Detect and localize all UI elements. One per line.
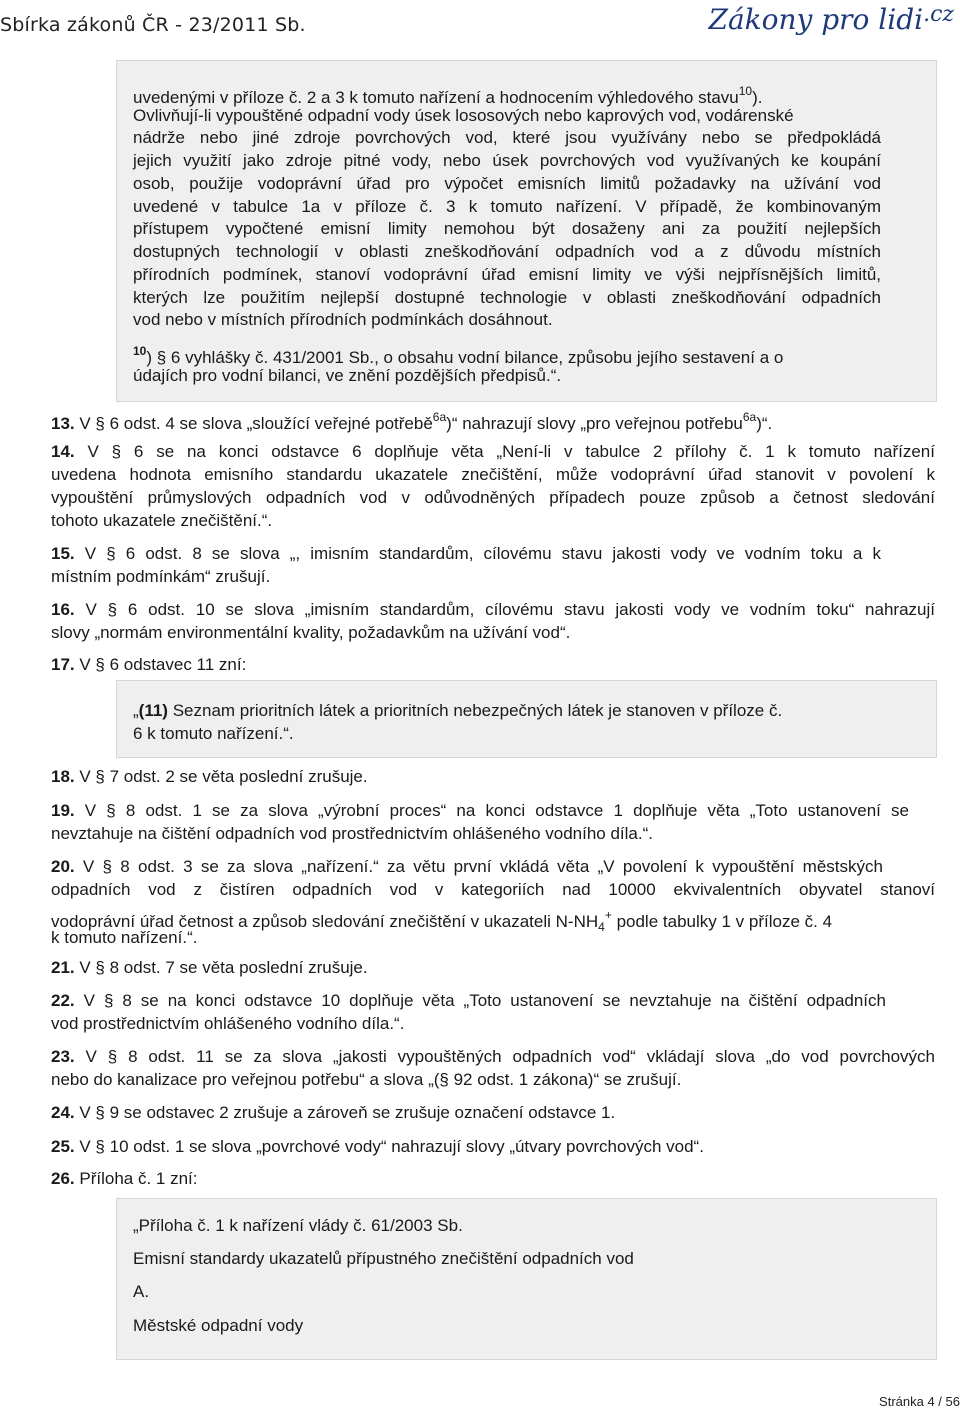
item-18: 18. V § 7 odst. 2 se věta poslední zrušuje. <box>51 767 368 786</box>
annex-title: „Příloha č. 1 k nařízení vlády č. 61/2003 Sb. <box>133 1216 463 1235</box>
item-16-line-2: slovy „normám environmentální kvality, požadavkům na užívání vod“. <box>51 623 571 642</box>
item-17: 17. V § 6 odstavec 11 zní: <box>51 655 247 674</box>
item-15-line-1: 15. V § 6 odst. 8 se slova „, imisním standardům, cílovému stavu jakosti vody ve vodním toku a k <box>51 544 881 563</box>
item-14-line-1: 14. V § 6 se na konci odstavce 6 doplňuje věta „Není-li v tabulce 2 přílohy č. 1 k tomuto nařízení <box>51 442 935 461</box>
item-22-line-1: 22. V § 8 se na konci odstavce 10 doplňuje věta „Toto ustanovení se nevztahuje na čištění odpadních <box>51 991 886 1010</box>
box1-line-3: nádrže nebo jiné zdroje povrchových vod, které jsou využívány nebo se předpokládá <box>133 128 881 147</box>
paragraph-11-line-2: 6 k tomuto nařízení.“. <box>133 724 294 743</box>
item-14-line-3: vypouštění průmyslových odpadních vod v odůvodněných případech pouze způsob a četnost sledování <box>51 488 935 507</box>
item-14-line-2: uvedena hodnota emisního standardu ukazatele znečištění, může vodoprávní úřad stanovit v povolení k <box>51 465 935 484</box>
item-20-line-3: vodoprávní úřad četnost a způsob sledování znečištění v ukazateli $N-NH_4^+$ podle tabulky 1 v příloze č. 4 <box>51 908 833 934</box>
header-bar <box>0 0 960 52</box>
box1-line-8: dostupných technologií v oblasti zneškodňování odpadních vod a z důvodu místních <box>133 242 881 261</box>
annex-subtitle: Emisní standardy ukazatelů přípustného znečištění odpadních vod <box>133 1249 634 1268</box>
box1-line-11: vod nebo v místních přírodních podmínkách dosáhnout. <box>133 310 553 329</box>
annex-section-letter: A. <box>133 1282 150 1301</box>
box1-line-10: kterých lze použitím nejlepší dostupné technologie v oblasti zneškodňování odpadních <box>133 288 881 307</box>
logo-text: Zákony pro lidi <box>708 3 924 36</box>
site-logo[interactable] <box>709 2 955 36</box>
item-19-line-1: 19. V § 8 odst. 1 se za slova „výrobní proces“ na konci odstavce 1 doplňuje věta „Toto ustanovení se <box>51 801 909 820</box>
item-14-line-4: tohoto ukazatele znečištění.“. <box>51 511 273 530</box>
item-16-line-1: 16. V § 6 odst. 10 se slova „imisním standardům, cílovému stavu jakosti vody ve vodním toku“ nahrazují <box>51 600 935 619</box>
item-21: 21. V § 8 odst. 7 se věta poslední zrušuje. <box>51 958 368 977</box>
box1-line-7: přístupem vypočtené emisní limity nemohou být dosaženy ani za použití nejlepších <box>133 219 881 238</box>
item-22-line-2: vod prostřednictvím ohlášeného vodního díla.“. <box>51 1014 405 1033</box>
item-20-line-2: odpadních vod z čistíren odpadních vod v kategoriích nad 10000 ekvivalentních obyvatel stanoví <box>51 880 935 899</box>
item-23-line-2: nebo do kanalizace pro veřejnou potřebu“ a slova „(§ 92 odst. 1 zákona)“ se zrušují. <box>51 1070 682 1089</box>
item-19-line-2: nevztahuje na čištění odpadních vod prostřednictvím ohlášeného vodního díla.“. <box>51 824 653 843</box>
box1-line-4: jejich využití jako zdroje pitné vody, nebo úsek povrchových vod využívaných ke koupání <box>133 151 881 170</box>
box1-line-5: osob, použije vodoprávní úřad pro výpočet emisních limitů požadavky na užívání vod <box>133 174 881 193</box>
annex-section-title: Městské odpadní vody <box>133 1316 304 1335</box>
item-13: 13. V § 6 odst. 4 se slova „sloužící veřejné potřebě$^{6a}$)“ nahrazují slovy „pro veřejnou potřebu$^{6a}$)“. <box>51 410 773 433</box>
footnote-10-line-2: údajích pro vodní bilanci, ve znění pozdějších předpisů.“. <box>133 366 562 385</box>
box1-line-6: uvedené v tabulce 1a v příloze č. 3 k tomuto nařízení. V případě, že kombinovaným <box>133 197 881 216</box>
item-20-line-1: 20. V § 8 odst. 3 se za slova „nařízení.“ za větu první vkládá věta „V povolení k vypouštění městských <box>51 857 883 876</box>
box1-line-2: Ovlivňují-li vypouštěné odpadní vody úsek lososových nebo kaprových vod, vodárenské <box>133 106 794 125</box>
paragraph-11-line-1: „(11) Seznam prioritních látek a prioritních nebezpečných látek je stanoven v příloze č. <box>133 701 783 720</box>
item-26: 26. Příloha č. 1 zní: <box>51 1169 198 1188</box>
logo-tld: .cz <box>923 2 954 27</box>
item-25: 25. V § 10 odst. 1 se slova „povrchové vody“ nahrazují slovy „útvary povrchových vod“. <box>51 1137 704 1156</box>
item-20-line-4: k tomuto nařízení.“. <box>51 928 198 947</box>
box1-line-1: uvedenými v příloze č. 2 a 3 k tomuto nařízení a hodnocením výhledového stavu$^{10}$). <box>133 84 763 107</box>
item-24: 24. V § 9 se odstavec 2 zrušuje a zároveň se zrušuje označení odstavce 1. <box>51 1103 616 1122</box>
page-number: Stránka 4 / 56 <box>879 1394 960 1409</box>
box1-line-9: přírodních podmínek, stanoví vodoprávní úřad emisní limity ve výši nejpřísnějších limitů, <box>133 265 881 284</box>
footnote-10-line-1: $^{10}$) § 6 vyhlášky č. 431/2001 Sb., o obsahu vodní bilance, způsobu jejího sestavení a o <box>133 344 784 367</box>
item-15-line-2: místním podmínkám“ zrušují. <box>51 567 271 586</box>
item-23-line-1: 23. V § 8 odst. 11 se za slova „jakosti vypouštěných odpadních vod“ vkládají slova „do vod povrchových <box>51 1047 935 1066</box>
document-title: Sbírka zákonů ČR - 23/2011 Sb. <box>0 14 306 36</box>
